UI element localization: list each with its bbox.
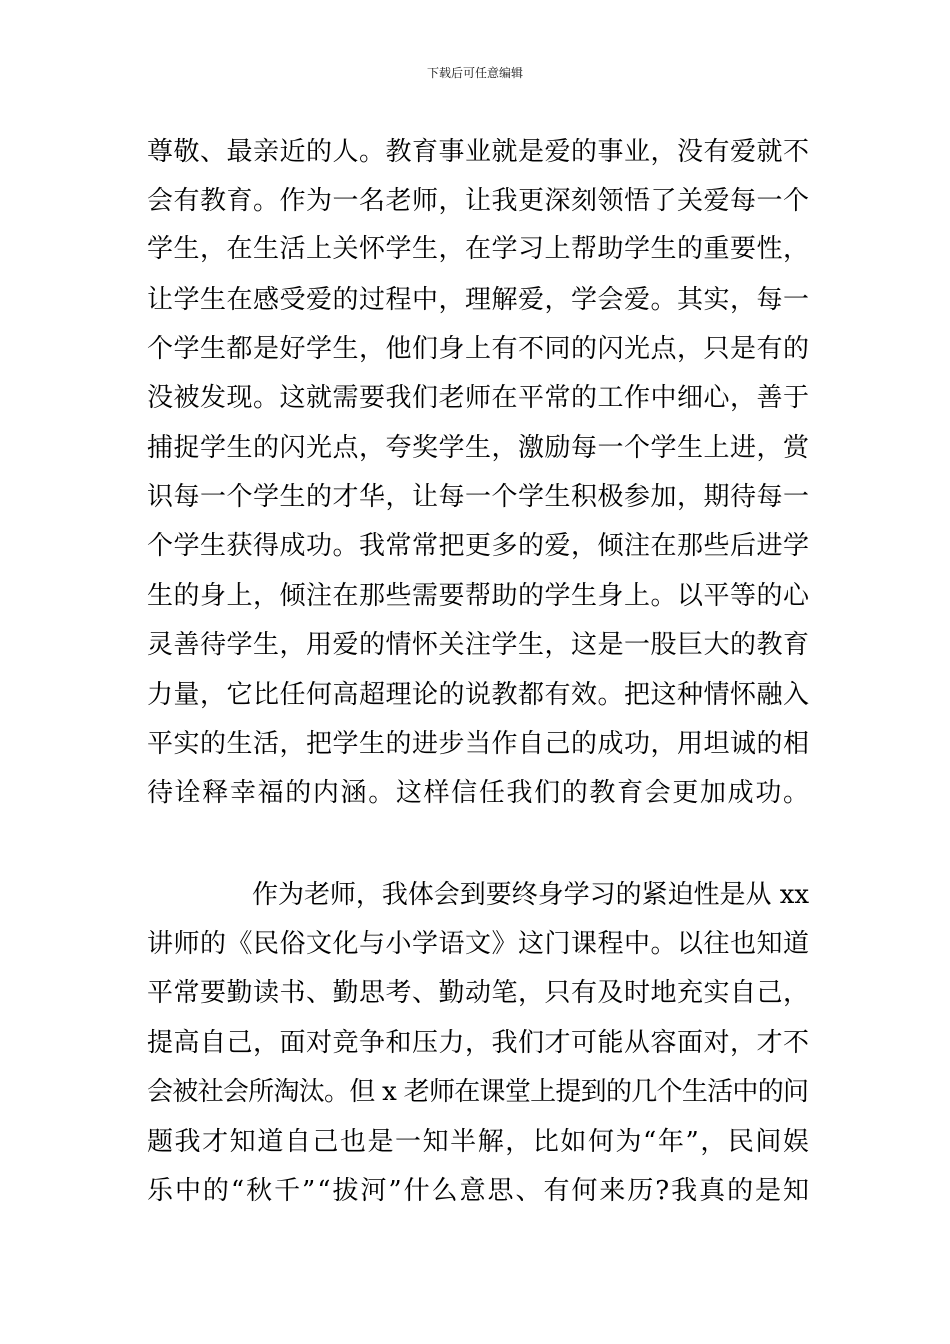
text-line: 捕捉学生的闪光点，夸奖学生，激励每一个学生上进，赏 bbox=[147, 433, 810, 463]
text-line: 会有教育。作为一名老师，让我更深刻领悟了关爱每一个 bbox=[147, 186, 810, 216]
text-line: 讲师的《民俗文化与小学语文》这门课程中。以往也知道 bbox=[147, 929, 810, 959]
text-line: 平常要勤读书、勤思考、勤动笔，只有及时地充实自己， bbox=[147, 978, 810, 1008]
text-line: 生的身上，倾注在那些需要帮助的学生身上。以平等的心 bbox=[147, 581, 810, 611]
text-line: 灵善待学生，用爱的情怀关注学生，这是一股巨大的教育 bbox=[147, 630, 810, 660]
text-line: 识每一个学生的才华，让每一个学生积极参加，期待每一 bbox=[147, 482, 810, 512]
text-line: 学生，在生活上关怀学生，在学习上帮助学生的重要性， bbox=[147, 234, 810, 264]
text-line: 个学生获得成功。我常常把更多的爱，倾注在那些后进学 bbox=[147, 531, 810, 561]
text-line: 提高自己，面对竞争和压力，我们才可能从容面对，才不 bbox=[147, 1028, 810, 1058]
text-line: 会被社会所淘汰。但 x 老师在课堂上提到的几个生活中的问 bbox=[147, 1077, 809, 1107]
text-line: 没被发现。这就需要我们老师在平常的工作中细心，善于 bbox=[147, 383, 810, 413]
text-line: 个学生都是好学生，他们身上有不同的闪光点，只是有的 bbox=[147, 334, 810, 364]
text-line: 乐中的“秋千”“拔河”什么意思、有何来历?我真的是知 bbox=[147, 1176, 811, 1206]
text-line: 题我才知道自己也是一知半解，比如何为“年”，民间娱 bbox=[147, 1127, 811, 1157]
text-line: 力量，它比任何高超理论的说教都有效。把这种情怀融入 bbox=[147, 680, 810, 710]
text-line: 平实的生活，把学生的进步当作自己的成功，用坦诚的相 bbox=[147, 729, 810, 759]
text-line: 待诠释幸福的内涵。这样信任我们的教育会更加成功。 bbox=[147, 778, 811, 808]
text-line: 尊敬、最亲近的人。教育事业就是爱的事业，没有爱就不 bbox=[147, 137, 810, 167]
text-line: 让学生在感受爱的过程中，理解爱，学会爱。其实，每一 bbox=[147, 285, 810, 315]
text-line-indented: 作为老师，我体会到要终身学习的紧迫性是从 xx bbox=[252, 880, 809, 910]
page-header-note: 下载后可任意编辑 bbox=[426, 66, 523, 80]
